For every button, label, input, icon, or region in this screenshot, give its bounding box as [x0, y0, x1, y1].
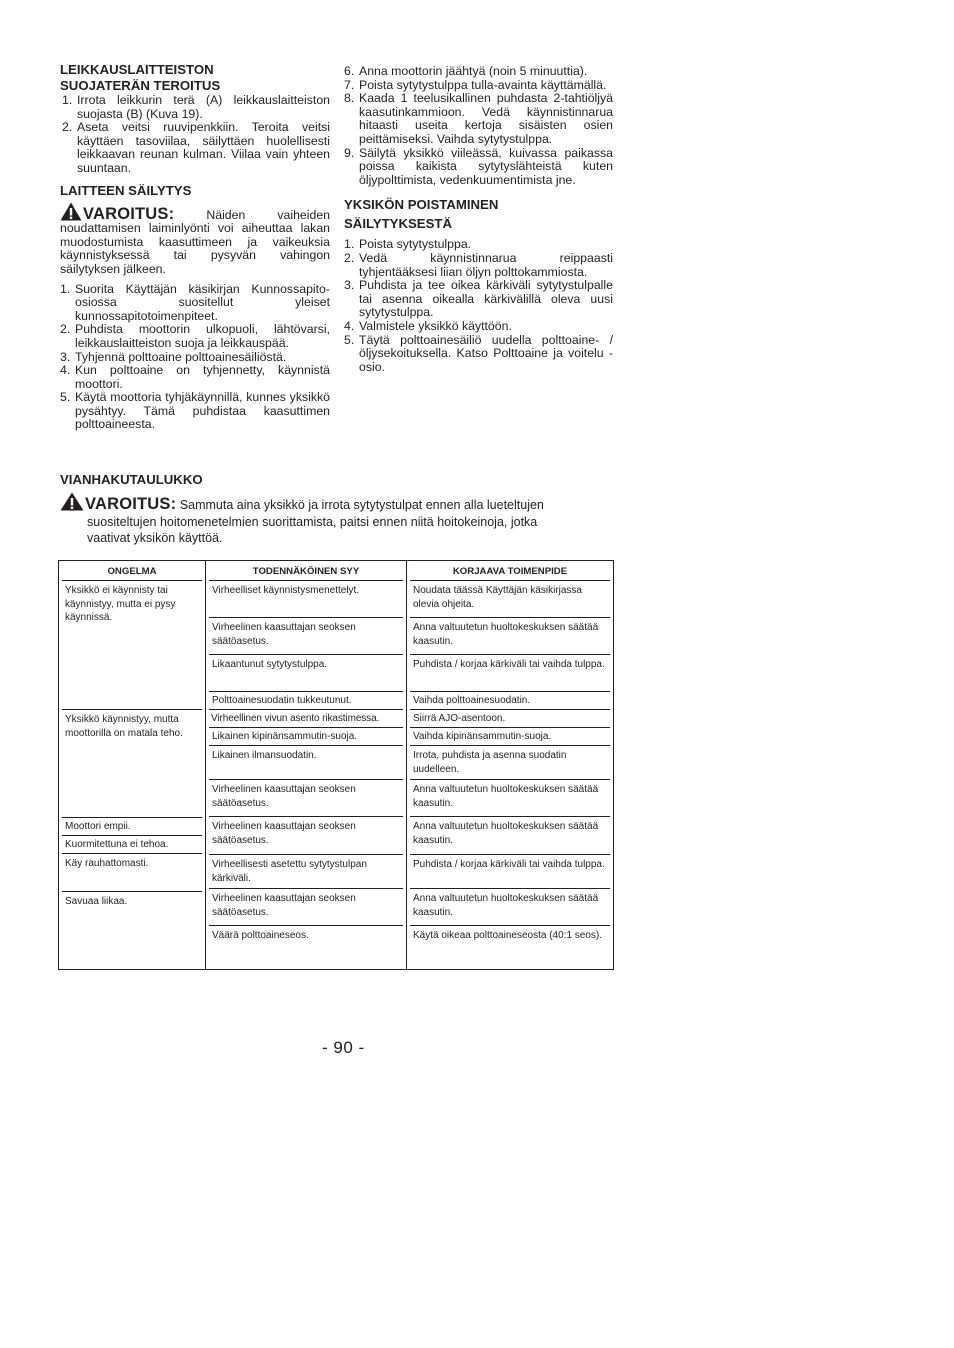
- table-cell: Moottori empii.: [62, 818, 202, 836]
- table-cell: Anna valtuutetun huoltokeskuksen säätää kaasutin.: [410, 618, 610, 655]
- header-cause: TODENNÄKÖINEN SYY: [209, 563, 403, 581]
- storage-steps-continued: [344, 65, 613, 187]
- removal-steps: [344, 238, 613, 374]
- table-cell: Virheellinen vivun asento rikastimessa.: [209, 710, 403, 728]
- sharpen-title: [60, 62, 330, 94]
- table-cell: Virheelinen kaasuttajan seoksen säätöasetus.: [209, 889, 403, 926]
- warning-text-line3: vaativat yksikön käyttöä.: [87, 531, 223, 545]
- table-cell: Likainen kipinänsammutin-suoja.: [209, 728, 403, 746]
- warning-word: VAROITUS:: [85, 495, 177, 513]
- warning-triangle-icon: [60, 202, 82, 221]
- list-item: 1. Irrota leikkurin terä (A) leikkauslaitteiston suojasta (B) (Kuva 19).: [62, 93, 330, 121]
- header-problem: ONGELMA: [62, 563, 202, 581]
- storage-title: LAITTEEN SÄILYTYS: [60, 182, 192, 198]
- table-cell: Siirrä AJO-asentoon.: [410, 710, 610, 728]
- table-cell: Irrota, puhdista ja asenna suodatin uudelleen.: [410, 746, 610, 780]
- storage-warning-text: Näiden vaiheiden noudattamisen laiminlyönti voi aiheuttaa lakan muodostumista kaasuttimeen ja vaikeuksia käynnistyksessä tai pysyvän vahingon säilytyksen jälkeen.: [60, 207, 330, 276]
- table-cell: Yksikkö käynnistyy, mutta moottorilla on matala teho.: [62, 710, 202, 818]
- troubleshooting-warning: [60, 492, 620, 547]
- table-cell: Virheelliset käynnistysmenettelyt.: [209, 581, 403, 618]
- sharpen-steps: [62, 94, 330, 176]
- table-cell: Polttoainesuodatin tukkeutunut.: [209, 692, 403, 710]
- right-column: [344, 65, 613, 374]
- storage-steps: [60, 283, 330, 433]
- list-item: 1. Suorita Käyttäjän käsikirjan Kunnossapito-osiossa suositellut yleiset kunnossapitotoimenpiteet.: [60, 281, 330, 323]
- table-cell: Väärä polttoaineseos.: [212, 930, 309, 941]
- list-item: 2. Aseta veitsi ruuvipenkkiin. Teroita veitsi käyttäen tasoviilaa, säilyttäen huolellisesti leikkaavan reunan kulman. Viilaa vain yhteen suuntaan.: [62, 120, 330, 175]
- table-cell: Virheelinen kaasuttajan seoksen säätöasetus.: [209, 780, 403, 817]
- list-item: 5. Käytä moottoria tyhjäkäynnillä, kunnes yksikkö pysähtyy. Tämä puhdistaa kaasuttimen polttoaineesta.: [60, 390, 330, 432]
- table-cell: Virheelinen kaasuttajan seoksen säätöasetus.: [209, 618, 403, 655]
- list-item: 4. Kun polttoaine on tyhjennetty, käynnistä moottori.: [60, 363, 330, 391]
- table-cell: Kuormitettuna ei tehoa.: [62, 836, 202, 854]
- table-cell: Virheelinen kaasuttajan seoksen säätöasetus.: [209, 817, 403, 855]
- left-column: [60, 62, 330, 432]
- table-cell: Käytä oikeaa polttoaineseosta (40:1 seos).: [413, 930, 603, 941]
- list-item: 6. Anna moottorin jäähtyä (noin 5 minuuttia).: [344, 64, 588, 78]
- remedy-column: [407, 561, 614, 970]
- table-cell: Yksikkö ei käynnisty tai käynnistyy, mutta ei pysy käynnissä.: [62, 581, 202, 710]
- list-item: 7. Poista sytytystulppa tulla-avainta käyttämällä.: [344, 77, 607, 92]
- header-remedy: KORJAAVA TOIMENPIDE: [410, 563, 610, 581]
- table-cell: Likainen ilmansuodatin.: [209, 746, 403, 780]
- list-item: 8. Kaada 1 teelusikallinen puhdasta 2-tahtiöljyä kaasutinkammioon. Vedä käynnistinnarua hitaasti useita kertoja sisäisten osien peittämiseksi. Vaihda sytytystulppa.: [344, 91, 613, 146]
- storage-warning: [60, 202, 330, 277]
- table-cell: Anna valtuutetun huoltokeskuksen säätää kaasutin.: [410, 817, 610, 855]
- table-cell: Virheellisesti asetettu sytytystulpan kärkiväli.: [209, 855, 403, 889]
- list-item: 2. Vedä käynnistinnarua reippaasti tyhjentääksesi liian öljyn polttokammiosta.: [344, 250, 613, 279]
- page-number: - 90 -: [322, 1038, 365, 1057]
- warning-word: VAROITUS:: [83, 204, 175, 223]
- list-item: 3. Puhdista ja tee oikea kärkiväli sytytystulpalle tai asenna oikealla kärkivälillä oleva uusi sytytystulppa.: [344, 278, 613, 320]
- list-item: 4. Valmistele yksikkö käyttöön.: [344, 318, 512, 333]
- table-cell: Anna valtuutetun huoltokeskuksen säätää kaasutin.: [410, 889, 610, 926]
- warning-text-line1: Sammuta aina yksikkö ja irrota sytytystulpat ennen alla lueteltujen: [179, 498, 544, 512]
- troubleshooting-section: [60, 472, 620, 547]
- cause-column: [206, 561, 407, 970]
- table-cell: Noudata täässä Käyttäjän käsikirjassa olevia ohjeita.: [410, 581, 610, 618]
- sharpen-title-line2: SUOJATERÄN TEROITUS: [60, 78, 221, 93]
- warning-triangle-icon: [60, 492, 84, 511]
- removal-title: YKSIKÖN POISTAMINEN SÄILYTYKSESTÄ: [344, 197, 499, 232]
- table-cell: Savuaa liikaa.: [65, 896, 128, 907]
- list-item: 9. Säilytä yksikkö viileässä, kuivassa paikassa poissa kaikista sytytyslähteistä kuten öljypolttimista, vedenkuumentimista jne.: [344, 145, 613, 187]
- table-cell: Puhdista / korjaa kärkiväli tai vaihda tulppa.: [410, 855, 610, 889]
- troubleshooting-title: VIANHAKUTAULUKKO: [60, 472, 203, 487]
- list-item: 2. Puhdista moottorin ulkopuoli, lähtövarsi, leikkauslaitteiston suoja ja leikkauspää.: [60, 322, 330, 350]
- list-item: 3. Tyhjennä polttoaine polttoainesäiliöstä.: [60, 349, 287, 364]
- table-cell: Vaihda kipinänsammutin-suoja.: [410, 728, 610, 746]
- table-cell: Puhdista / korjaa kärkiväli tai vaihda tulppa.: [410, 655, 610, 692]
- warning-text-line2: suositeltujen hoitomenetelmien suorittamista, paitsi ennen niitä hoitokeinoja, jotka: [87, 514, 538, 529]
- table-cell: Likaantunut sytytystulppa.: [209, 655, 403, 692]
- list-item: 5. Täytä polttoainesäiliö uudella polttoaine- / öljysekoituksella. Katso Polttoaine ja voitelu -osio.: [344, 332, 613, 374]
- table-cell: Anna valtuutetun huoltokeskuksen säätää kaasutin.: [410, 780, 610, 817]
- list-item: 1. Poista sytytystulppa.: [344, 237, 472, 252]
- table-cell: Vaihda polttoainesuodatin.: [410, 692, 610, 710]
- sharpen-title-line1: LEIKKAUSLAITTEISTON: [60, 62, 214, 77]
- troubleshooting-table: [58, 560, 614, 970]
- problem-column: [59, 561, 206, 970]
- table-cell: Käy rauhattomasti.: [62, 854, 202, 892]
